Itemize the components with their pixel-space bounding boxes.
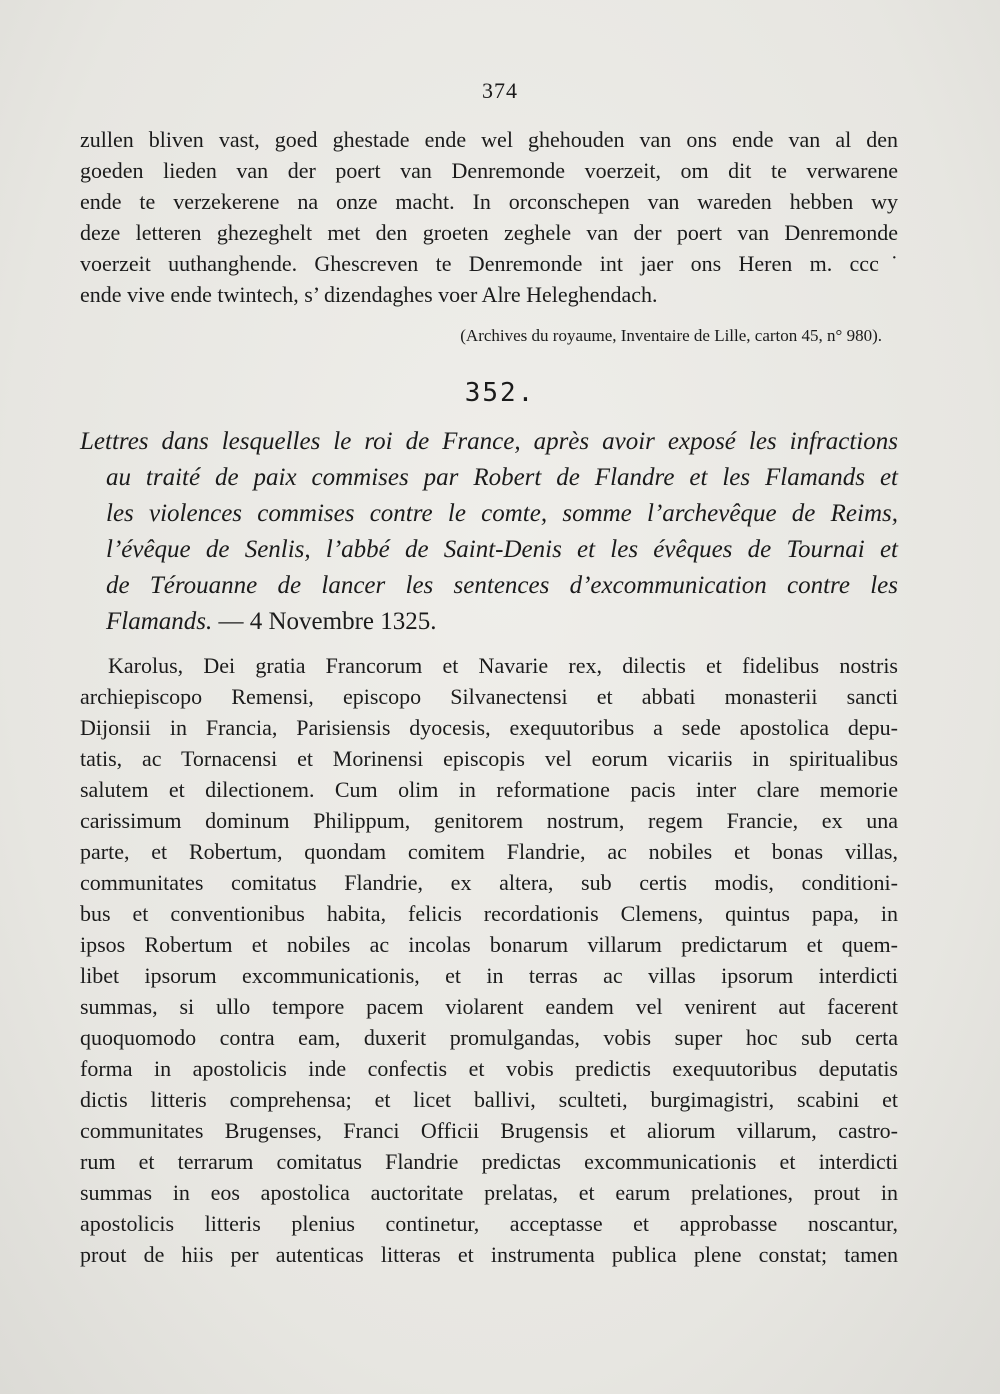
text-line: Dijonsii in Francia, Parisiensis dyocesis, exequutoribus a sede apostolica depu- [80,715,898,740]
text-line: dictis litteris comprehensa; et licet ballivi, sculteti, burgimagistri, scabini et [80,1087,898,1112]
document-number: 352. [464,378,536,408]
text-line: salutem et dilectionem. Cum olim in reformatione pacis inter clare memorie [80,777,898,802]
text-line: ende te verzekerene na onze macht. In orconschepen van wareden hebben wy [80,189,898,214]
summary-line: l’évêque de Senlis, l’abbé de Saint-Denis et les évêques de Tournai et [106,536,898,563]
text-line: archiepiscopo Remensi, episcopo Silvanectensi et abbati monasterii sancti [80,684,898,709]
text-line: quoquomodo contra eam, duxerit promulgandas, vobis super hoc sub certa [80,1025,898,1050]
text-line: libet ipsorum excommunicationis, et in terras ac villas ipsorum interdicti [80,963,898,988]
document-summary [80,424,898,640]
summary-line: Lettres dans lesquelles le roi de France, après avoir exposé les infractions [80,428,898,455]
page-number: 374 [482,78,518,103]
text-line: deze letteren ghezeghelt met den groeten zeghele van der poert van Denremonde [80,220,898,245]
dutch-text-block [80,124,898,310]
text-line: tatis, ac Tornacensi et Morinensi episcopis vel eorum vicariis in spiritualibus [80,746,898,771]
summary-date: — 4 Novembre 1325. [218,608,437,635]
text-line: communitates comitatus Flandrie, ex altera, sub certis modis, conditioni- [80,870,898,895]
text-line: voerzeit uuthanghende. Ghescreven te Denremonde int jaer ons Heren m. ccc˙ [80,251,898,276]
text-line: bus et conventionibus habita, felicis recordationis Clemens, quintus papa, in [80,901,898,926]
text-line: forma in apostolicis inde confectis et vobis predictis exequutoribus deputatis [80,1056,898,1081]
text-line: carissimum dominum Philippum, genitorem nostrum, regem Francie, ex una [80,808,898,833]
text-line: goeden lieden van der poert van Denremonde voerzeit, om dit te verwarene [80,158,898,183]
text-line: summas in eos apostolica auctoritate prelatas, et earum prelationes, prout in [80,1180,898,1205]
archive-citation: (Archives du royaume, Inventaire de Lille, carton 45, n° 980). [460,326,882,345]
text-line: ende vive ende twintech, s’ dizendaghes voer Alre Heleghendach. [80,282,658,307]
text-line: summas, si ullo tempore pacem violarent eandem vel venirent aut facerent [80,994,898,1019]
summary-line: au traité de paix commises par Robert de Flandre et les Flamands et [106,464,898,491]
summary-last-line [80,604,898,640]
text-line: parte, et Robertum, quondam comitem Flandrie, ac nobiles et bonas villas, [80,839,898,864]
text-line: prout de hiis per autenticas litteras et instrumenta publica plene constat; tamen [80,1242,898,1267]
text-line: rum et terrarum comitatus Flandrie predictas excommunicationis et interdicti [80,1149,898,1174]
summary-line: Flamands. [106,608,213,635]
summary-line: de Térouanne de lancer les sentences d’excommunication contre les [106,572,898,599]
text-line: zullen bliven vast, goed ghestade ende wel ghehouden van ons ende van al den [80,127,898,152]
latin-text-block [80,650,898,1270]
summary-line: les violences commises contre le comte, somme l’archevêque de Reims, [106,500,898,527]
text-line: Karolus, Dei gratia Francorum et Navarie rex, dilectis et fidelibus nostris [108,653,898,678]
text-line: ipsos Robertum et nobiles ac incolas bonarum villarum predictarum et quem- [80,932,898,957]
text-line: apostolicis litteris plenius continetur, acceptasse et approbasse noscantur, [80,1211,898,1236]
text-line: communitates Brugenses, Franci Officii Brugensis et aliorum villarum, castro- [80,1118,898,1143]
